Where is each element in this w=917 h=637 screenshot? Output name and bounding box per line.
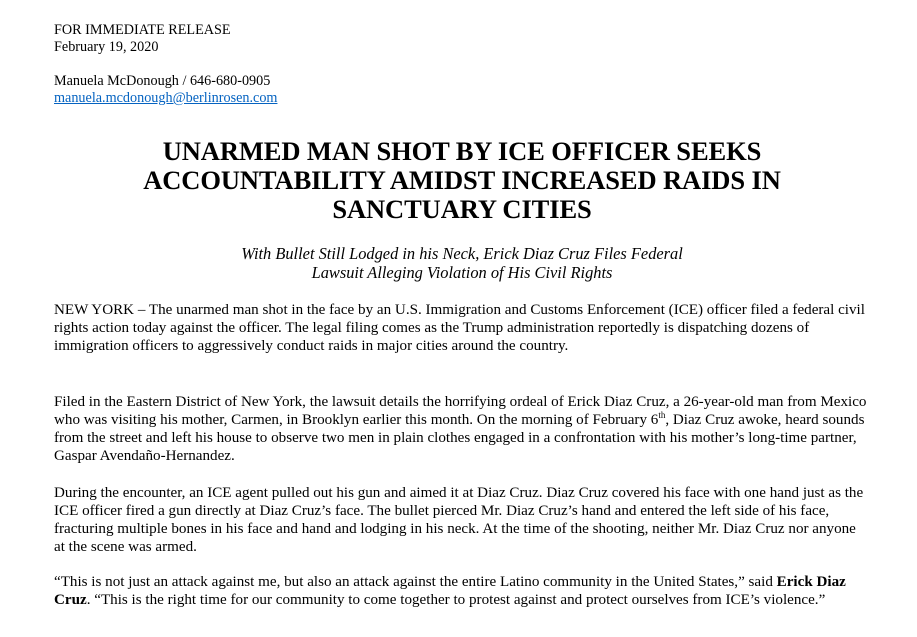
body-paragraph-2	[54, 393, 868, 465]
release-header	[54, 22, 277, 107]
subheadline-line-1: With Bullet Still Lodged in his Neck, Erick Diaz Cruz Files Federal	[241, 244, 683, 263]
body-paragraph-4	[54, 573, 868, 609]
ordinal-suffix: th	[658, 410, 666, 420]
body-paragraph-3: During the encounter, an ICE agent pulled out his gun and aimed it at Diaz Cruz. Diaz Cruz covered his face with one hand just as the ICE officer fired a gun directly at Diaz Cruz’s face. The bullet pierced Mr. Diaz Cruz’s hand and entered the left side of his face, fracturing multiple bones in his face and hand and lodging in his neck. At the time of the shooting, neither Mr. Diaz Cruz nor anyone at the scene was armed.	[54, 485, 864, 555]
header-spacer	[54, 56, 277, 73]
quote-text-a: “This is not just an attack against me, but also an attack against the entire Latino community in the United States,” said	[54, 574, 777, 590]
release-date: February 19, 2020	[54, 39, 159, 55]
headline-line-3: SANCTUARY CITIES	[332, 194, 592, 224]
release-label: FOR IMMEDIATE RELEASE	[54, 22, 231, 38]
headline-line-2: ACCOUNTABILITY AMIDST INCREASED RAIDS IN	[143, 165, 781, 195]
body-paragraph-1: NEW YORK – The unarmed man shot in the face by an U.S. Immigration and Customs Enforcement (ICE) officer filed a federal civil rights action today against the officer. The legal filing comes as the Trump administration reportedly is dispatching dozens of immigration officers to aggressively conduct raids in major cities around the country.	[54, 302, 865, 354]
subheadline-line-2: Lawsuit Alleging Violation of His Civil Rights	[311, 263, 613, 282]
contact-email-link[interactable]: manuela.mcdonough@berlinrosen.com	[54, 90, 278, 106]
headline-line-1: UNARMED MAN SHOT BY ICE OFFICER SEEKS	[162, 136, 762, 166]
contact-line: Manuela McDonough / 646-680-0905	[54, 73, 271, 89]
paragraph-2-text-a: Filed in the Eastern District of New York, the lawsuit details the horrifying ordeal of Erick Diaz Cruz, a 26-year-old man from Mexico who was visiting his mother, Carmen, in Brooklyn earlier this month. On the morning of February 6	[54, 394, 867, 428]
headline	[54, 137, 870, 224]
speaker-name: Erick Diaz Cruz	[54, 574, 846, 608]
subheadline	[54, 244, 870, 282]
paragraph-2-text-b: , Diaz Cruz awoke, heard sounds from the street and left his house to observe two men in plain clothes engaged in a confrontation with his mother’s long-time partner, Gaspar Avendaño-Hernandez.	[54, 412, 865, 464]
quote-text-b: . “This is the right time for our community to come together to protest against and protect ourselves from ICE’s violence.”	[86, 592, 826, 608]
